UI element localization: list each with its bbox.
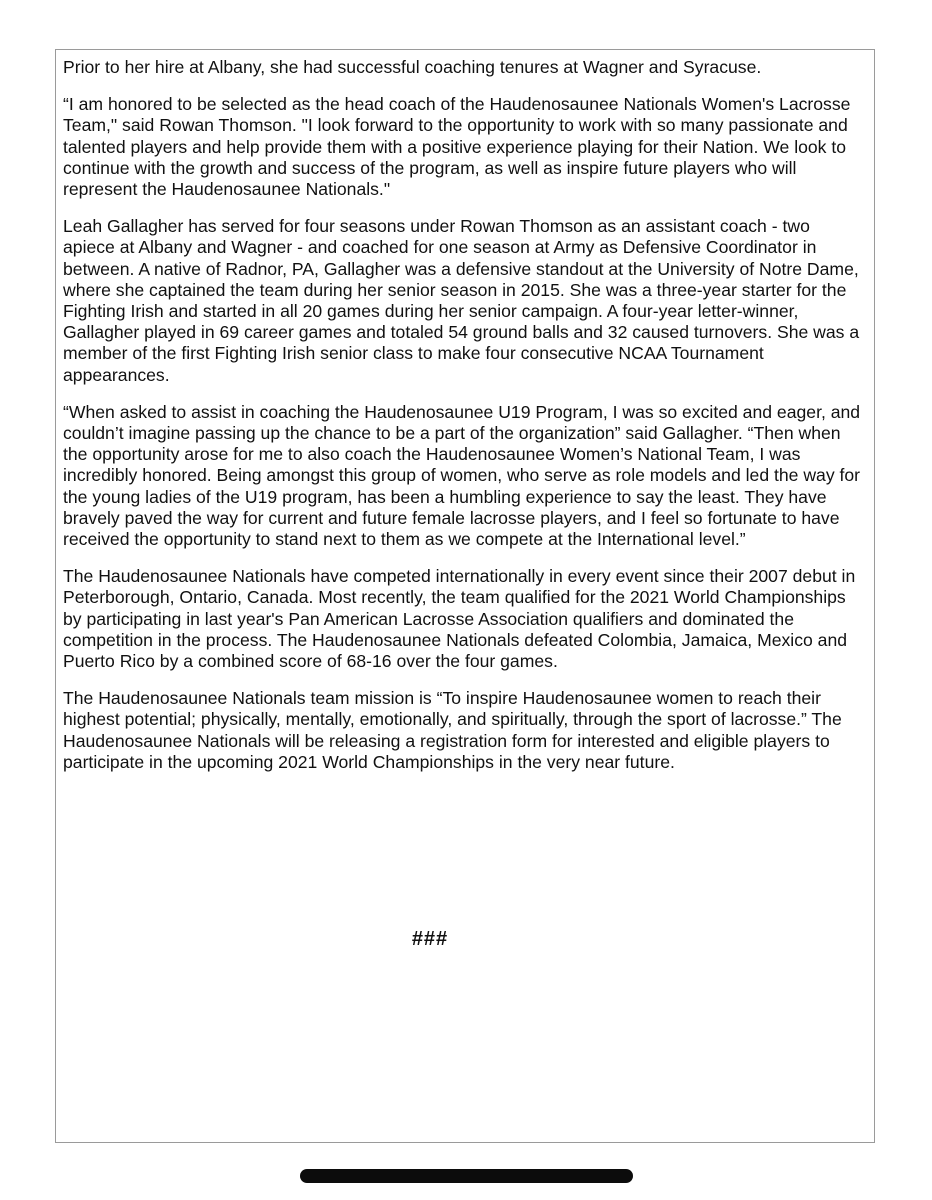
paragraph-team-mission: The Haudenosaunee Nationals team mission is “To inspire Haudenosaunee women to reach their highest potential; physically, mentally, emotionally, and spiritually, through the sport of lacrosse.” The Haudenosaunee Nationals will be releasing a registration form for interested and eligible players to participate in the upcoming 2021 World Championships in the very near future. [63, 688, 842, 772]
paragraph-gallagher-bio: Leah Gallagher has served for four seasons under Rowan Thomson as an assistant coach - two apiece at Albany and Wagner - and coached for one season at Army as Defensive Coordinator in between. A native of Radnor, PA, Gallagher was a defensive standout at the University of Notre Dame, where she captained the team during her senior season in 2015. She was a three-year starter for the Fighting Irish and started in all 20 games during her senior campaign. A four-year letter-winner, Gallagher played in 69 career games and totaled 54 ground balls and 32 caused turnovers. She was a member of the first Fighting Irish senior class to make four consecutive NCAA Tournament appearances. [63, 216, 860, 385]
document-body [63, 57, 863, 789]
paragraph-gallagher-quote: “When asked to assist in coaching the Haudenosaunee U19 Program, I was so excited and eager, and couldn’t imagine passing up the chance to be a part of the organization” said Gallagher. “Then when the opportunity arose for me to also coach the Haudenosaunee Women’s National Team, I was incredibly honored. Being amongst this group of women, who serve as role models and led the way for the young ladies of the U19 program, has been a humbling experience to say the least. They have bravely paved the way for current and future female lacrosse players, and I feel so fortunate to have received the opportunity to stand next to them as we compete at the International level.” [63, 401, 861, 550]
paragraph-prior-tenures: Prior to her hire at Albany, she had successful coaching tenures at Wagner and Syracuse. [63, 57, 762, 77]
home-indicator-bar[interactable] [300, 1169, 633, 1183]
paragraph-thomson-quote: “I am honored to be selected as the head coach of the Haudenosaunee Nationals Women's Lacrosse Team," said Rowan Thomson. "I look forward to the opportunity to work with so many passionate and talented players and help provide them with a positive experience playing for their Nation. We look to continue with the growth and success of the program, as well as inspire future players who will represent the Haudenosaunee Nationals." [63, 94, 851, 200]
end-of-release-mark: ### [411, 928, 449, 950]
paragraph-international-history: The Haudenosaunee Nationals have competed internationally in every event since their 2007 debut in Peterborough, Ontario, Canada. Most recently, the team qualified for the 2021 World Championships by participating in last year's Pan American Lacrosse Association qualifiers and dominated the competition in the process. The Haudenosaunee Nationals defeated Colombia, Jamaica, Mexico and Puerto Rico by a combined score of 68-16 over the four games. [63, 566, 856, 672]
